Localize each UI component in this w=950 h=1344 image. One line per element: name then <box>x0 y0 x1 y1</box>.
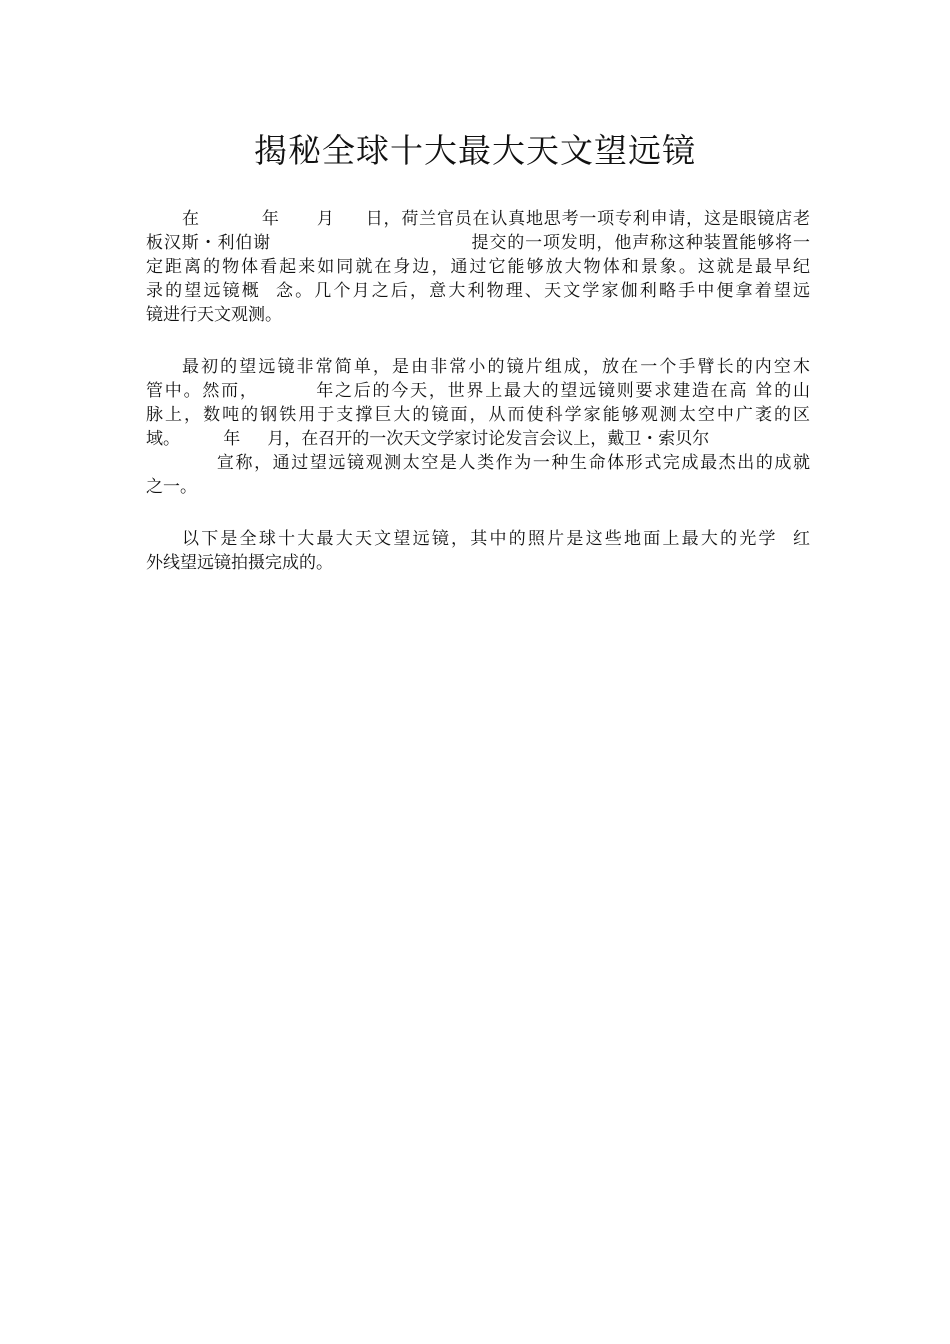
paragraph-2 <box>146 355 810 499</box>
paragraph-line: 定距离的物体看起来如同就在身边，通过它能够放大物体和景象。这就是最早纪 <box>146 257 810 277</box>
paragraph-line: 脉上，数吨的钢铁用于支撑巨大的镜面，从而使科学家能够观测太空中广袤的区 <box>146 405 810 425</box>
paragraph-line: 之一。 <box>146 477 197 497</box>
paragraph-line: 管中。然而， 年之后的今天，世界上最大的望远镜则要求建造在高 耸的山 <box>146 381 810 401</box>
paragraph-line: 域。 年 月，在召开的一次天文学家讨论发言会议上，戴卫・索贝尔 <box>146 429 710 449</box>
paragraph-3 <box>146 527 810 575</box>
document-title: 揭秘全球十大最大天文望远镜 <box>254 131 696 170</box>
paragraph-1 <box>146 207 810 327</box>
paragraph-line: 外线望远镜拍摄完成的。 <box>146 553 333 573</box>
paragraph-line: 在 年 月 日，荷兰官员在认真地思考一项专利申请，这是眼镜店老 <box>182 209 810 229</box>
paragraph-line: 最初的望远镜非常简单，是由非常小的镜片组成，放在一个手臂长的内空木 <box>182 357 810 377</box>
paragraph-line: 镜进行天文观测。 <box>146 305 282 325</box>
paragraph-line: 录的望远镜概 念。几个月之后，意大利物理、天文学家伽利略手中便拿着望远 <box>146 281 810 301</box>
paragraph-line: 以下是全球十大最大天文望远镜，其中的照片是这些地面上最大的光学 红 <box>182 529 810 549</box>
paragraph-line: 板汉斯・利伯谢 提交的一项发明，他声称这种装置能够将一 <box>146 233 810 253</box>
paragraph-line: 宣称，通过望远镜观测太空是人类作为一种生命体形式完成最杰出的成就 <box>182 453 810 473</box>
